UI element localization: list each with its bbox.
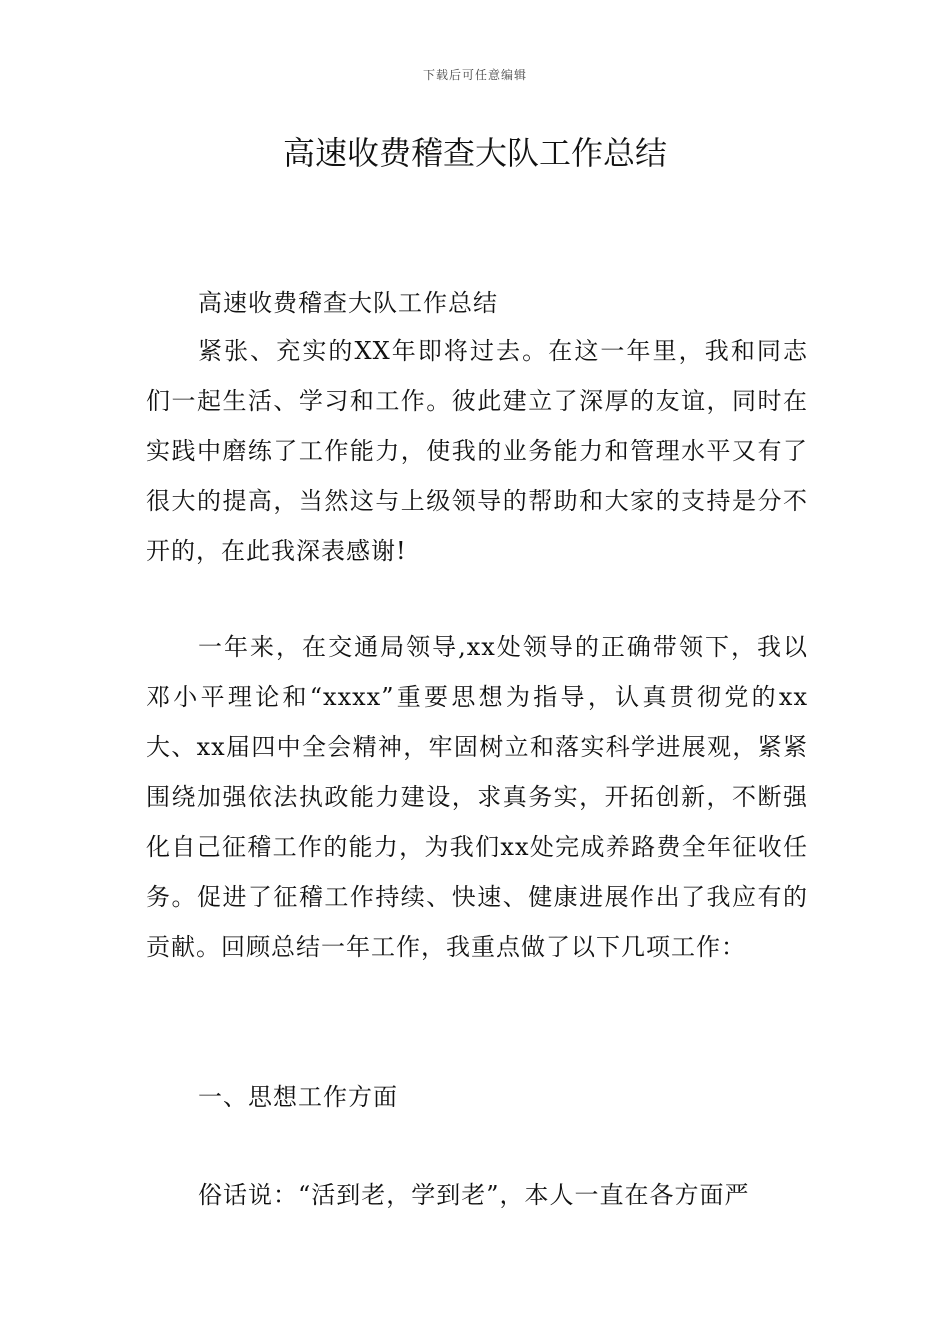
section-heading — [146, 1072, 808, 1122]
section-heading-text: 一、思想工作方面 — [198, 1083, 398, 1111]
paragraph-review — [146, 622, 808, 972]
paragraph-last — [146, 1170, 808, 1220]
subtitle-text: 高速收费稽查大队工作总结 — [198, 289, 498, 317]
paragraph-text: 俗话说：“活到老，学到老”，本人一直在各方面严 — [198, 1181, 750, 1209]
paragraph-intro — [146, 326, 808, 576]
page-title: 高速收费稽查大队工作总结 — [282, 134, 667, 172]
paragraph-text: 紧张、充实的XX年即将过去。在这一年里，我和同志们一起生活、学习和工作。彼此建立了深厚的友谊，同时在实践中磨练了工作能力，使我的业务能力和管理水平又有了很大的提高，当然这与上级领导的帮助和大家的支持是分不开的，在此我深表感谢! — [146, 337, 808, 565]
header-note: 下载后可任意编辑 — [422, 68, 527, 82]
paragraph-text: 一年来，在交通局领导,xx处领导的正确带领下，我以邓小平理论和“xxxx”重要思想为指导，认真贯彻党的xx大、xx届四中全会精神，牢固树立和落实科学进展观，紧紧围绕加强依法执政能力建设，求真务实，开拓创新，不断强化自己征稽工作的能力，为我们xx处完成养路费全年征收任务。促进了征稽工作持续、快速、健康进展作出了我应有的贡献。回顾总结一年工作，我重点做了以下几项工作： — [146, 633, 808, 961]
document-subtitle — [146, 278, 808, 328]
